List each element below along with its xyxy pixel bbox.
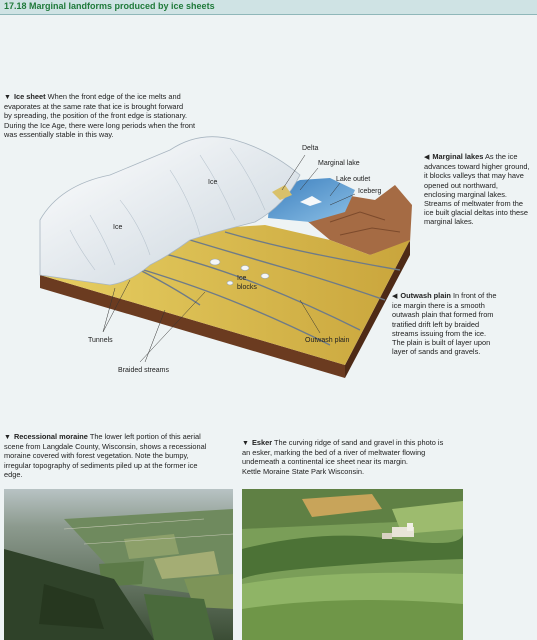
caption-lead: Outwash plain (400, 291, 451, 300)
caption-marginal-lakes (424, 152, 536, 227)
label-tunnels: Tunnels (88, 337, 113, 344)
caption-line: Streams of meltwater from the (424, 199, 523, 209)
triangle-left-icon: ◀ (424, 154, 430, 161)
caption-line: The lower left portion of this aerial (89, 432, 201, 441)
figure-title: 17.18 Marginal landforms produced by ice sheets (4, 1, 215, 11)
esker-photo (242, 489, 463, 640)
caption-line: it blocks valleys that may have (424, 171, 524, 181)
caption-line: outwash plain that formed from (392, 310, 494, 320)
caption-line: by spreading, the position of the front edge is stationary. (4, 111, 188, 121)
caption-line: irregular topography of sediments piled up at the former ice (4, 460, 198, 470)
caption-lead: Recessional moraine (13, 432, 88, 441)
label-iceberg: Iceberg (358, 188, 382, 195)
caption-line: marginal lakes. (424, 217, 474, 227)
caption-line: layer of sands and gravels. (392, 347, 481, 357)
caption-line: was essentially stable in this way. (4, 129, 114, 139)
caption-line: As the ice (484, 152, 518, 161)
caption-ice-sheet (4, 92, 244, 139)
caption-line: ice margin there is a smooth (392, 301, 485, 311)
caption-esker (242, 438, 482, 476)
label-ice-upper: Ice (208, 179, 218, 186)
caption-line: moraine covered with forest vegetation. Note the bumpy, (4, 451, 189, 461)
caption-line: evaporates at the same rate that ice is brought forward (4, 102, 184, 112)
triangle-down-icon: ▼ (4, 434, 11, 441)
caption-line: In front of the (452, 291, 497, 300)
caption-line: enclosing marginal lakes. (424, 189, 507, 199)
caption-line: tratified drift left by braided (392, 319, 480, 329)
caption-line: underneath a continental ice sheet near its margin. (242, 457, 408, 467)
caption-line: During the Ice Age, there were long periods when the front (4, 120, 196, 130)
label-delta: Delta (302, 145, 319, 152)
label-ice-blocks-line1: Ice (237, 275, 247, 282)
caption-line: streams issuing from the ice. (392, 328, 487, 338)
caption-line: Kettle Moraine State Park Wisconsin. (242, 466, 364, 476)
label-ice-lower: Ice (113, 224, 123, 231)
label-outwash-plain: Outwash plain (305, 337, 350, 344)
caption-line: edge. (4, 469, 23, 479)
caption-line: scene from Langdale County, Wisconsin, shows a recessional (4, 442, 207, 452)
triangle-down-icon: ▼ (4, 94, 11, 101)
label-braided-streams: Braided streams (118, 367, 169, 374)
triangle-down-icon: ▼ (242, 440, 249, 447)
label-ice-blocks-line2: blocks (237, 284, 257, 291)
caption-outwash-plain (392, 291, 535, 356)
caption-line: opened out northward, (424, 180, 498, 190)
moraine-aerial-photo (4, 489, 233, 640)
label-marginal-lake: Marginal lake (318, 160, 360, 167)
caption-lead: Marginal lakes (432, 152, 484, 161)
caption-line: The plain is built of layer upon (392, 338, 491, 348)
caption-recessional-moraine (4, 432, 232, 479)
caption-line: When the front edge of the ice melts and (47, 92, 181, 101)
label-lake-outlet: Lake outlet (336, 176, 371, 183)
caption-line: advances toward higher ground, (424, 162, 530, 172)
caption-lead: Ice sheet (13, 92, 46, 101)
triangle-left-icon: ◀ (392, 293, 398, 300)
caption-line: ice built glacial deltas into these (424, 208, 528, 218)
caption-lead: Esker (251, 438, 273, 447)
caption-line: an esker, marking the bed of a river of meltwater flowing (242, 448, 426, 458)
caption-line: The curving ridge of sand and gravel in this photo is (274, 438, 444, 447)
